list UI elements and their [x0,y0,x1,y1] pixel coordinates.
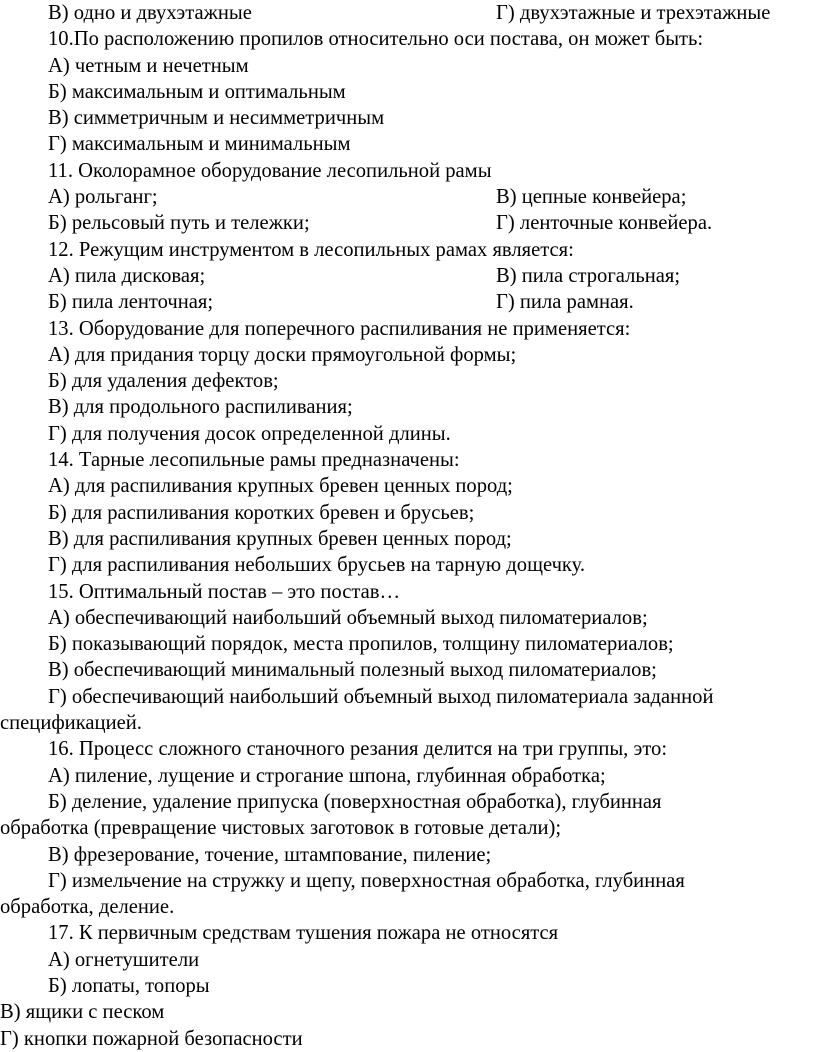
q13-option-c: В) для продольного распиливания; [48,396,353,419]
q17-option-d: Г) кнопки пожарной безопасности [0,1027,303,1050]
q10-option-a: А) четным и нечетным [48,54,249,77]
q10-option-c: В) симметричным и несимметричным [48,107,385,130]
q16-option-b-line-2: обработка (превращение чистовых заготовок в готовые детали); [0,817,562,840]
q10-option-d: Г) максимальным и минимальным [48,133,351,156]
q10-question: 10.По расположению пропилов относительно оси постава, он может быть: [48,28,704,51]
q10-option-b: Б) максимальным и оптимальным [48,80,346,103]
q11-option-b: Б) рельсовый путь и тележки; [48,212,310,235]
q12-question: 12. Режущим инструментом в лесопильных рамах является: [48,238,574,261]
q9-option-d: Г) двухэтажные и трехэтажные [496,2,771,24]
q14-option-a: А) для распиливания крупных бревен ценных пород; [48,475,513,498]
q12-option-a: А) пила дисковая; [48,264,206,287]
q15-option-c: В) обеспечивающий минимальный полезный выход пиломатериалов; [48,659,657,682]
q16-option-b-line-1: Б) деление, удаление припуска (поверхностная обработка), глубинная [48,790,662,813]
q16-option-c: В) фрезерование, точение, штампование, пиление; [48,843,492,866]
q11-options-row-1 [0,184,816,210]
q15-option-d-line-1: Г) обеспечивающий наибольший объемный выход пиломатериала заданной [48,685,714,708]
q13-option-a: А) для придания торцу доски прямоугольной формы; [48,343,517,366]
q11-question: 11. Околорамное оборудование лесопильной рамы [48,159,492,182]
q14-option-b: Б) для распиливания коротких бревен и брусьев; [48,501,475,524]
q12-option-c: В) пила строгальная; [496,264,681,287]
q14-option-c: В) для распиливания крупных бревен ценных пород; [48,527,512,550]
q17-option-a: А) огнетушители [48,948,200,971]
q12-options-row-1 [0,263,816,289]
q9-options-row [0,0,816,26]
q15-question: 15. Оптимальный постав – это постав… [48,580,401,603]
q16-option-d-line-1: Г) измельчение на стружку и щепу, поверхностная обработка, глубинная [48,869,685,892]
q12-options-row-2 [0,289,816,315]
q11-option-a: А) рольганг; [48,186,158,209]
q17-question: 17. К первичным средствам тушения пожара не относятся [48,922,559,945]
q15-option-a: А) обеспечивающий наибольший объемный выход пиломатериалов; [48,606,648,629]
q11-options-row-2 [0,210,816,236]
q13-option-d: Г) для получения досок определенной длины. [48,422,451,445]
q16-option-d-line-2: обработка, деление. [0,896,175,919]
q13-option-b: Б) для удаления дефектов; [48,370,279,393]
q11-option-d: Г) ленточные конвейера. [496,212,713,235]
q15-option-d-line-2: спецификацией. [0,712,142,735]
q17-option-b: Б) лопаты, топоры [48,974,210,997]
q17-option-c: В) ящики с песком [0,1001,165,1024]
q13-question: 13. Оборудование для поперечного распиливания не применяется: [48,317,631,340]
q11-option-c: В) цепные конвейера; [496,186,687,209]
q16-option-a: А) пиление, лущение и строгание шпона, глубинная обработка; [48,764,606,787]
q14-question: 14. Тарные лесопильные рамы предназначены: [48,449,460,472]
q14-option-d: Г) для распиливания небольших брусьев на тарную дощечку. [48,554,586,577]
q15-option-b: Б) показывающий порядок, места пропилов, толщину пиломатериалов; [48,633,674,656]
q12-option-d: Г) пила рамная. [496,291,634,314]
q12-option-b: Б) пила ленточная; [48,291,214,314]
q9-option-c: В) одно и двухэтажные [48,2,252,24]
q16-question: 16. Процесс сложного станочного резания делится на три группы, это: [48,738,668,761]
